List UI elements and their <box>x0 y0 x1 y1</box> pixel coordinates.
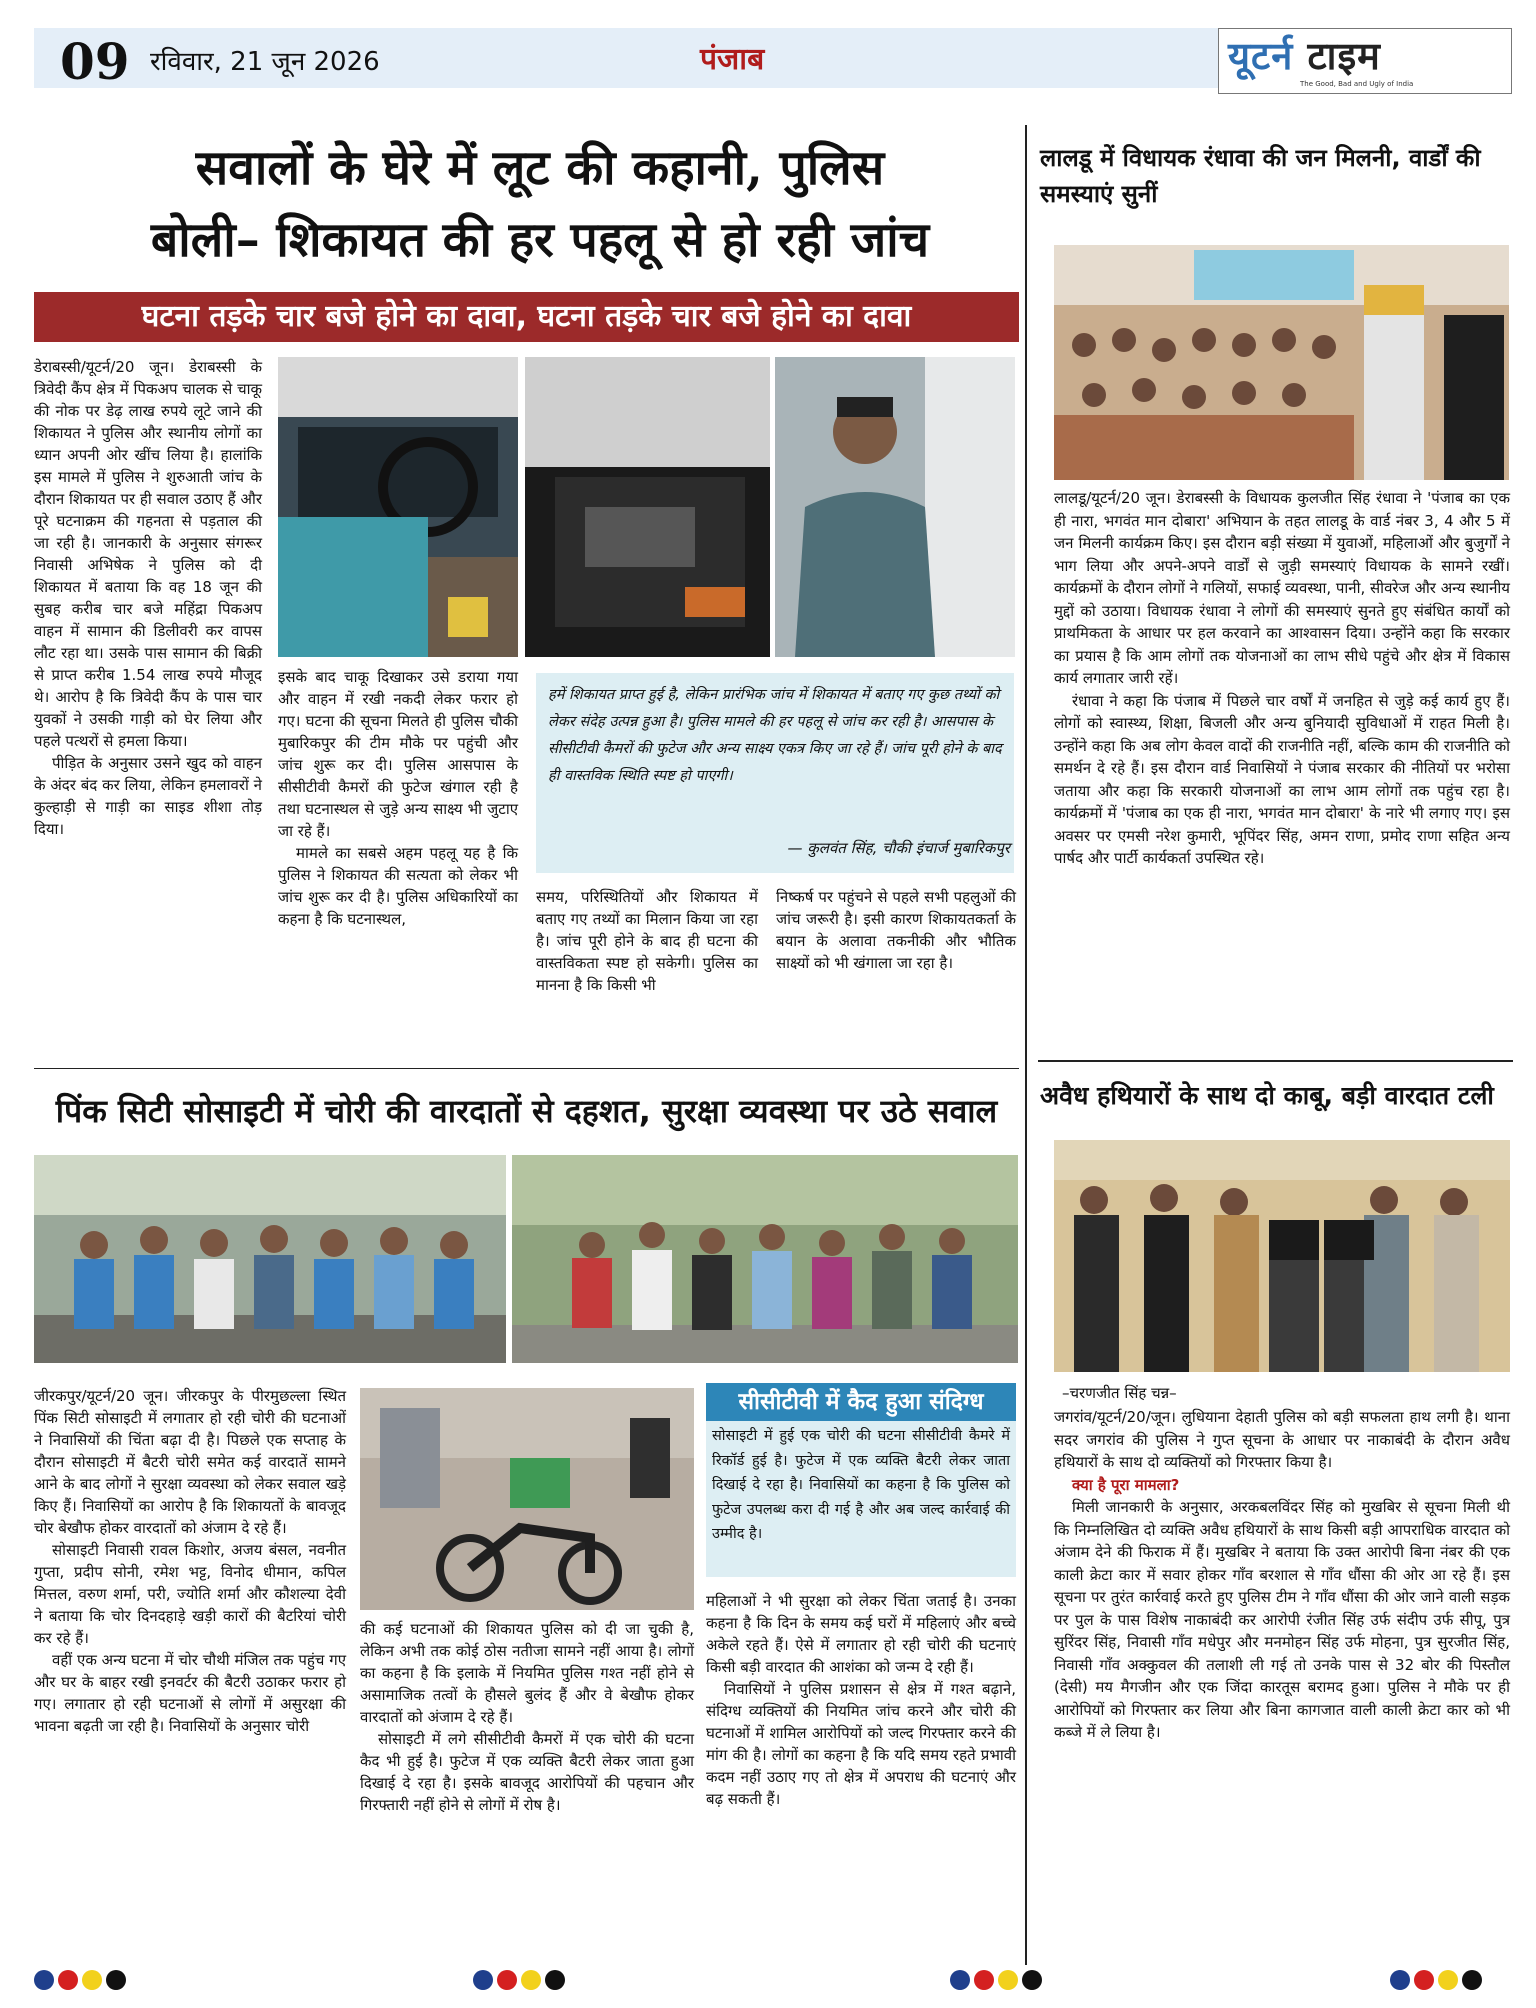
story4-body: जगरांव/यूटर्न/20/जून। लुधियाना देहाती पुलिस को बड़ी सफलता हाथ लगी है। थाना सदर जगरांव की पुलिस ने गुप्त सूचना के आधार पर नाकाबंदी के दौरान अवैध हथियारों के साथ दो व्यक्तियों को गिरफ्तार किया है। क्या है पूरा मामला? मिली जानकारी के अनुसार, अरकबलविंदर सिंह को मुखबिर से सूचना मिली थी कि निम्नलिखित दो व्यक्ति अवैध हथियारों के साथ किसी बड़ी आपराधिक वारदात को अंजाम देने की फिराक में हैं। मुखबिर ने बताया कि उक्त आरोपी बिना नंबर की एक काली क्रेटा कार में सवार होकर गाँव बरशाल से गाँव धौंसा की ओर आ रहे हैं। इस सूचना पर तुरंत कार्रवाई करते हुए पुलिस टीम ने गाँव धौंसा की ओर जाने वाली सड़क पर पुल के पास विशेष नाकाबंदी कर आरोपी रंजीत सिंह उर्फ संदीप उर्फ सीपू, पुत्र सुरिंदर सिंह, निवासी गाँव मधेपुर और मनमोहन सिंह उर्फ मोहना, पुत्र सुरजीत सिंह, निवासी गाँव अक्कुवल की तलाशी ली गई तो उनके पास से 32 बोर की पिस्तौल (देसी) मय मैगजीन और एक जिंदा कारतूस बरामद हुआ। पुलिस ने मौके पर ही आरोपियों को गिरफ्तार कर लिया और बिना कागजात वाली काली क्रेटा कार को भी कब्जे में ले लिया है। <box>1054 1408 1510 1741</box>
cctv-still-photo <box>360 1388 694 1610</box>
jan-milni-event-photo <box>1054 245 1509 480</box>
story2-column-1: जीरकपुर/यूटर्न/20 जून। जीरकपुर के पीरमुछल्ला स्थित पिंक सिटी सोसाइटी में लगातार हो रही चोरी की घटनाओं ने निवासियों की चिंता बढ़ा दी है। पिछले एक सप्ताह के दौरान सोसाइटी में बैटरी चोरी समेत कई वारदातें सामने आने के बाद लोगों ने सुरक्षा व्यवस्था को लेकर सवाल खड़े किए हैं। निवासियों का आरोप है कि शिकायतों के बावजूद चोर बेखौफ होकर वारदातों को अंजाम दे रहे हैं। सोसाइटी निवासी रावल किशोर, अजय बंसल, नवनीत गुप्ता, प्रदीप सोनी, रमेश भट्ट, विनोद धीमान, कपिल मित्तल, वरुण शर्मा, परी, ज्योति शर्मा और कौशल्या देवी ने बताया कि चोर दिनदहाड़े खड़ी कारों की बैटरियां चोरी कर रहे हैं। वहीं एक अन्य घटना में चोर चौथी मंजिल तक पहुंच गए और घर के बाहर रखी इनवर्टर की बैटरी उठाकर फरार हो गए। लगातार हो रही घटनाओं से लोगों में असुरक्षा की भावना बढ़ती जा रही है। निवासियों के अनुसार चोरी <box>34 1387 346 1735</box>
registration-marks <box>950 1970 1046 1994</box>
registration-marks <box>1390 1970 1486 1994</box>
story2-column-3: महिलाओं ने भी सुरक्षा को लेकर चिंता जताई है। उनका कहना है कि दिन के समय कई घरों में महिलाएं और बच्चे अकेले रहते हैं। ऐसे में लगातार हो रही चोरी की घटनाएं किसी बड़ी वारदात की आशंका को जन्म दे रही हैं। निवासियों ने पुलिस प्रशासन से क्षेत्र में गश्त बढ़ाने, संदिग्ध व्यक्तियों की नियमित जांच करने और चोरी की घटनाओं में शामिल आरोपियों को जल्द गिरफ्तार करने की मांग की है। लोगों का कहना है कि यदि समय रहते प्रभावी कदम नहीं उठाए गए तो क्षेत्र में अपराध की घटनाएं और बढ़ सकती हैं। <box>706 1592 1016 1808</box>
pickup-broken-window-photo <box>525 357 770 657</box>
page-number: 09 <box>60 32 130 91</box>
arrested-accused-photo <box>1054 1140 1510 1372</box>
masthead-title: यूटर्न टाइम <box>1228 34 1381 78</box>
registration-marks <box>34 1970 130 1994</box>
quote-attribution: — कुलवंत सिंह, चौकी इंचार्ज मुबारिकपुर <box>787 839 1010 857</box>
column-divider <box>1025 125 1027 1965</box>
section-divider <box>1038 1060 1513 1062</box>
registration-marks <box>473 1970 569 1994</box>
cctv-box-title: सीसीटीवी में कैद हुआ संदिग्ध <box>706 1383 1016 1421</box>
residents-protest-photo <box>34 1155 506 1363</box>
section-divider <box>34 1068 1019 1069</box>
story3-body: लालडू/यूटर्न/20 जून। डेराबस्सी के विधायक कुलजीत सिंह रंधावा ने 'पंजाब का एक ही नारा, भगवंत मान दोबारा' अभियान के तहत लालडू के वार्ड नंबर 3, 4 और 5 में जन मिलनी कार्यक्रम किए। इस दौरान बड़ी संख्या में युवाओं, महिलाओं और बुजुर्गों ने भाग लिया और अपने-अपने वार्डों से जुड़ी समस्याएं विधायक के सामने रखीं। कार्यक्रमों के दौरान लोगों ने गलियों, सफाई व्यवस्था, पानी, सीवरेज और अन्य स्थानीय मुद्दों को उठाया। विधायक रंधावा ने लोगों की समस्याएं सुनते हुए संबंधित कार्यों को प्राथमिकता के आधार पर हल करवाने का आश्वासन दिया। उन्होंने कहा कि सरकार का प्रयास है कि आम लोगों तक योजनाओं का लाभ सीधे पहुंचे और क्षेत्र में विकास कार्य लगातार जारी रहें। रंधावा ने कहा कि पंजाब में पिछले चार वर्षों में जनहित से जुड़े कई कार्य हुए हैं। लोगों को स्वास्थ्य, शिक्षा, बिजली और अन्य बुनियादी सुविधाओं में राहत मिली है। उन्होंने कहा कि अब लोग केवल वादों की राजनीति नहीं, बल्कि काम की राजनीति को समर्थन दे रहे हैं। इस दौरान वार्ड निवासियों ने पंजाब सरकार की नीतियों पर भरोसा जताया और कहा कि सरकारी योजनाओं का लाभ आम लोगों तक पहुंच रहा है। कार्यक्रमों में 'पंजाब का एक ही नारा, भगवंत मान दोबारा' के नारे भी लगाए गए। इस अवसर पर एमसी नरेश कुमारी, भूपिंदर सिंह, अमन राणा, प्रमोद राणा सहित अन्य पार्षद और पार्टी कार्यकर्ता उपस्थित रहे। <box>1054 489 1510 867</box>
story2-headline: पिंक सिटी सोसाइटी में चोरी की वारदातों से दहशत, सुरक्षा व्यवस्था पर उठे सवाल <box>55 1092 998 1130</box>
story1-column-2: इसके बाद चाकू दिखाकर उसे डराया गया और वाहन में रखी नकदी लेकर फरार हो गए। घटना की सूचना मिलते ही पुलिस चौकी मुबारिकपुर की टीम मौके पर पहुंची और जांच शुरू कर दी। पुलिस आसपास के सीसीटीवी कैमरों की फुटेज खंगाल रही है तथा घटनास्थल से जुड़े अन्य साक्ष्य भी जुटाए जा रहे हैं। मामले का सबसे अहम पहलू यह है कि पुलिस ने शिकायत की सत्यता को लेकर भी जांच शुरू कर दी है। पुलिस अधिकारियों का कहना है कि घटनास्थल, <box>278 668 518 928</box>
story4-byline: –चरणजीत सिंह चन्न– <box>1062 1384 1177 1402</box>
masthead-tagline: The Good, Bad and Ugly of India <box>1300 80 1414 88</box>
issue-date: रविवार, 21 जून 2026 <box>150 47 380 77</box>
story4-headline: अवैध हथियारों के साथ दो काबू, बड़ी वारदात टली <box>1040 1081 1494 1110</box>
complainant-photo <box>775 357 1015 657</box>
story1-column-3: समय, परिस्थितियों और शिकायत में बताए गए तथ्यों का मिलान किया जा रहा है। जांच पूरी होने के बाद ही घटना की वास्तविकता स्पष्ट हो सकेगी। पुलिस का मानना है कि किसी भी <box>536 888 758 994</box>
story1-subhead: घटना तड़के चार बजे होने का दावा, घटना तड़के चार बजे होने का दावा <box>141 299 912 334</box>
story1-column-4: निष्कर्ष पर पहुंचने से पहले सभी पहलुओं की जांच जरूरी है। इसी कारण शिकायतकर्ता के बयान के अलावा तकनीकी और भौतिक साक्ष्यों को भी खंगाला जा रहा है। <box>776 888 1016 972</box>
story4-subhead: क्या है पूरा मामला? <box>1072 1475 1180 1494</box>
pickup-interior-photo <box>278 357 518 657</box>
story3-headline: लालडू में विधायक रंधावा की जन मिलनी, वार्डों की समस्याएं सुनीं <box>1040 144 1481 208</box>
story1-headline: सवालों के घेरे में लूट की कहानी, पुलिस बोली– शिकायत की हर पहलू से हो रही जांच <box>150 140 930 268</box>
story2-column-2: की कई घटनाओं की शिकायत पुलिस को दी जा चुकी है, लेकिन अभी तक कोई ठोस नतीजा सामने नहीं आया है। लोगों का कहना है कि इलाके में नियमित पुलिस गश्त नहीं होने से असामाजिक तत्वों के हौसले बुलंद हैं और वे बेखौफ होकर वारदातों को अंजाम दे रहे हैं। सोसाइटी में लगे सीसीटीवी कैमरों में एक चोरी की घटना कैद भी हुई है। फुटेज में एक व्यक्ति बैटरी लेकर जाता हुआ दिखाई दे रहा है। इसके बावजूद आरोपियों की पहचान और गिरफ्तारी नहीं होने से लोगों में रोष है। <box>360 1620 694 1814</box>
section-name: पंजाब <box>700 42 765 77</box>
society-residents-group-photo <box>512 1155 1018 1363</box>
cctv-box-text: सोसाइटी में हुई एक चोरी की घटना सीसीटीवी कैमरे में रिकॉर्ड हुई है। फुटेज में एक व्यक्ति बैटरी लेकर जाता दिखाई दे रहा है। निवासियों का कहना है कि पुलिस को फुटेज उपलब्ध करा दी गई है और अब जल्द कार्रवाई की उम्मीद है। <box>712 1428 1010 1542</box>
police-quote: हमें शिकायत प्राप्त हुई है, लेकिन प्रारंभिक जांच में शिकायत में बताए गए कुछ तथ्यों को लेकर संदेह उत्पन्न हुआ है। पुलिस मामले की हर पहलू से जांच कर रही है। आसपास के सीसीटीवी कैमरों की फुटेज और अन्य साक्ष्य एकत्र किए जा रहे हैं। जांच पूरी होने के बाद ही वास्तविक स्थिति स्पष्ट हो पाएगी। <box>548 687 1002 784</box>
story1-column-1: डेराबस्सी/यूटर्न/20 जून। डेराबस्सी के त्रिवेदी कैंप क्षेत्र में पिकअप चालक से चाकू की नोक पर डेढ़ लाख रुपये लूटे जाने की शिकायत ने पुलिस और स्थानीय लोगों का ध्यान अपनी ओर खींच लिया है। हालांकि इस मामले में पुलिस ने शुरुआती जांच के दौरान शिकायत पर ही सवाल उठाए हैं और पूरे घटनाक्रम की गहनता से पड़ताल की जा रही है। जानकारी के अनुसार संगरूर निवासी अभिषेक ने पुलिस को दी शिकायत में बताया कि वह 18 जून की सुबह करीब चार बजे महिंद्रा पिकअप वाहन में सामान की डिलीवरी कर वापस लौट रहा था। उसके पास सामान की बिक्री से प्राप्त करीब 1.54 लाख रुपये मौजूद थे। आरोप है कि त्रिवेदी कैंप के पास चार युवकों ने उसकी गाड़ी को घेर लिया और पहले पत्थरों से हमला किया। पीड़ित के अनुसार उसने खुद को वाहन के अंदर बंद कर लिया, लेकिन हमलावरों ने कुल्हाड़ी से गाड़ी का साइड शीशा तोड़ दिया। <box>34 358 262 838</box>
